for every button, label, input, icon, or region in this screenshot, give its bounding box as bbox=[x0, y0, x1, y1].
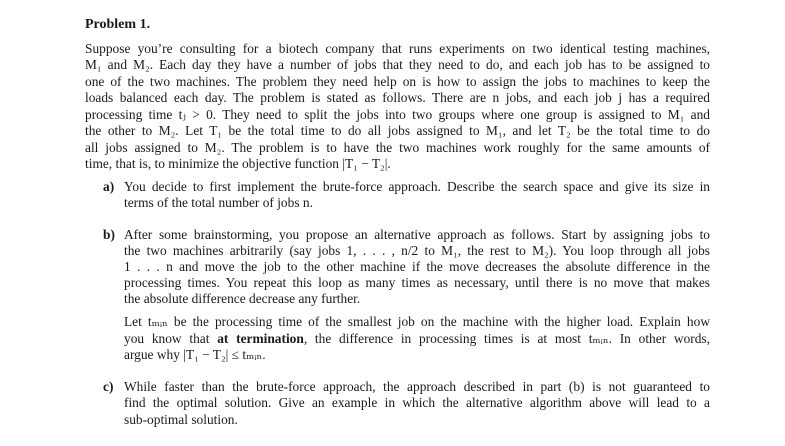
text: you know that bbox=[124, 331, 218, 346]
part-a-label: a) bbox=[103, 179, 115, 194]
intro-line: the other to M₂. Let T₁ be the total time to do all jobs assigned to M₁, and let T₂ be the total time to do bbox=[85, 123, 710, 138]
intro-line: all jobs assigned to M₂. The problem is to have the two machines work roughly for the same amounts of bbox=[85, 140, 710, 155]
part-c-line: find the optimal solution. Give an example in which the alternative algorithm above will lead to a bbox=[124, 395, 710, 410]
intro-line: one of the two machines. The problem they need help on is how to assign the jobs to machines to keep the bbox=[85, 74, 710, 89]
intro-line: loads balanced each day. The problem is stated as follows. There are n jobs, and each job j has a required bbox=[85, 90, 710, 105]
part-c-line: sub-optimal solution. bbox=[124, 412, 238, 427]
part-b-line: the absolute difference decrease any further. bbox=[124, 291, 361, 306]
text: , the difference in processing times is at most tₘᵢₙ. In other words, bbox=[303, 331, 710, 346]
part-a-line: terms of the total number of jobs n. bbox=[124, 195, 313, 210]
intro-line: Suppose you’re consulting for a biotech company that runs experiments on two identical testing machines, bbox=[85, 41, 710, 56]
part-b-p2-line bbox=[124, 331, 710, 347]
intro-line: time, that is, to minimize the objective function |T₁ − T₂|. bbox=[85, 156, 391, 171]
part-b-line: the two machines arbitrarily (say jobs 1, . . . , n/2 to M₁, the rest to M₂). You loop through all jobs bbox=[124, 243, 710, 258]
intro-line: processing time tⱼ > 0. They need to split the jobs into two groups where one group is assigned to M₁ and bbox=[85, 107, 710, 122]
part-b-p2-line: argue why |T₁ − T₂| ≤ tₘᵢₙ. bbox=[124, 347, 266, 362]
part-a-line: You decide to first implement the brute-force approach. Describe the search space and give its size in bbox=[124, 179, 710, 194]
part-b-line: 1 . . . n and move the job to the other machine if the move decreases the absolute difference in the bbox=[124, 259, 710, 274]
part-c-label: c) bbox=[103, 379, 114, 394]
part-c-line: While faster than the brute-force approach, the approach described in part (b) is not guaranteed to bbox=[124, 379, 710, 394]
part-b-line: After some brainstorming, you propose an alternative approach as follows. Start by assigning jobs to bbox=[124, 227, 710, 242]
part-b-label: b) bbox=[103, 227, 115, 242]
intro-line: M₁ and M₂. Each day they have a number of jobs that they need to do, and each job has to be assigned to bbox=[85, 57, 710, 72]
part-b-p2-line: Let tₘᵢₙ be the processing time of the smallest job on the machine with the higher load. Explain how bbox=[124, 314, 710, 329]
problem-title: Problem 1. bbox=[85, 17, 151, 32]
part-b-line: processing times. You repeat this loop as many times as necessary, until there is no move that makes bbox=[124, 275, 710, 290]
bold-text: at termination bbox=[217, 331, 304, 346]
